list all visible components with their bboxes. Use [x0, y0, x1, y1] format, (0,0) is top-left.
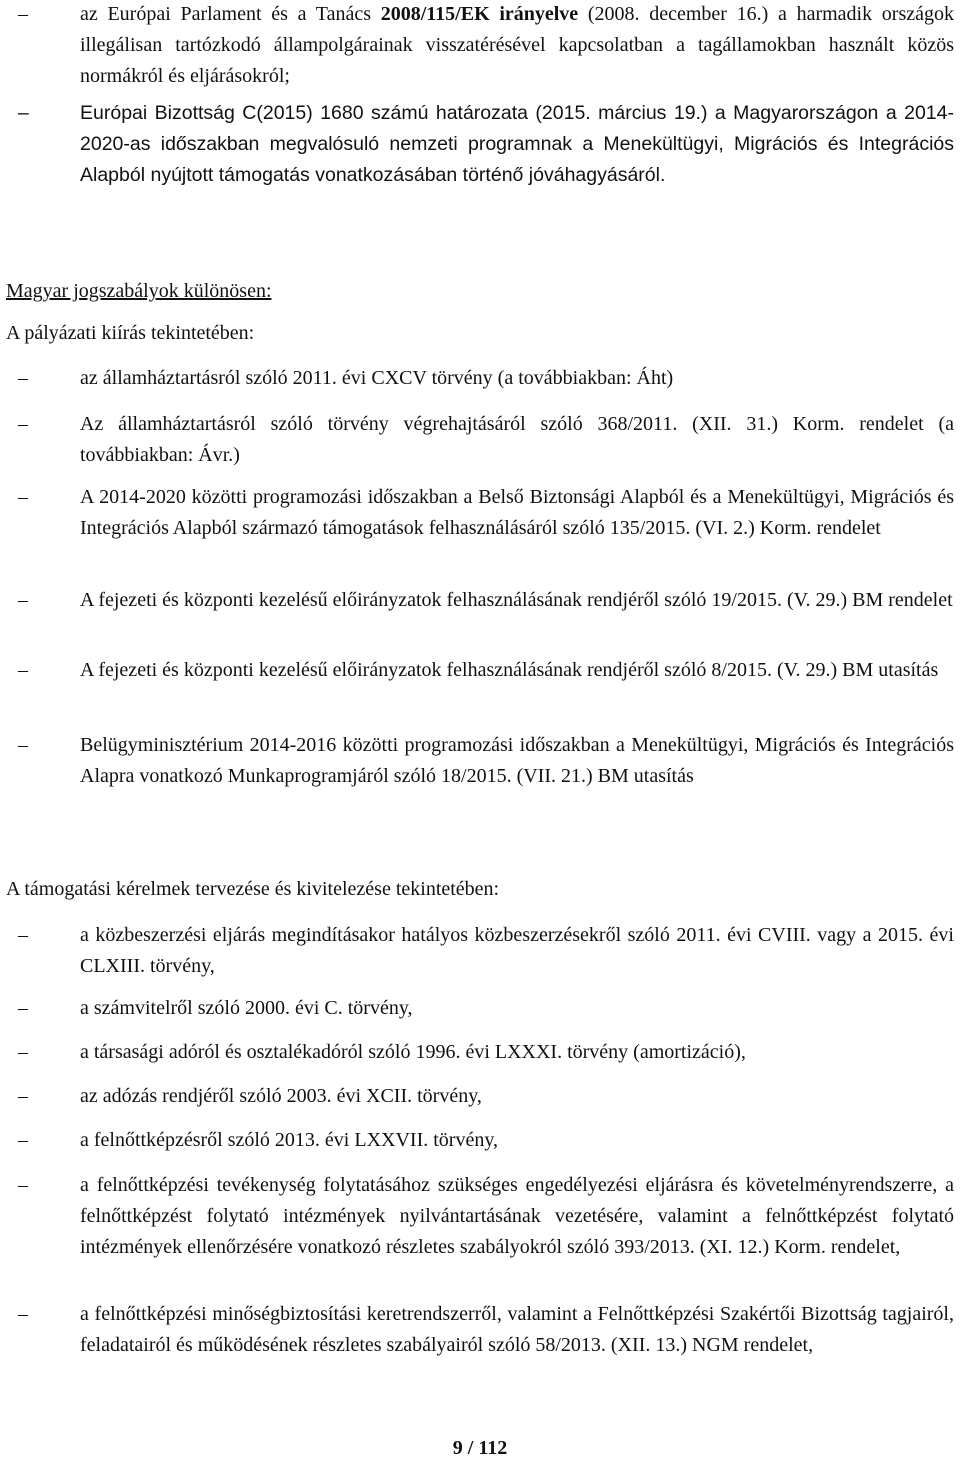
list-item [0, 1081, 960, 1112]
dash-bullet: – [18, 997, 28, 1019]
list-item-text: A fejezeti és központi kezelésű előirányzatok felhasználásának rendjéről szóló 8/2015. (V. 29.) BM utasítás [80, 659, 939, 681]
list-item [0, 730, 960, 792]
list-item [0, 1037, 960, 1068]
list-item [0, 0, 960, 92]
list-item [0, 920, 960, 982]
list-item [0, 482, 960, 544]
page-number: 9 / 112 [452, 1437, 508, 1459]
list-item-text [80, 0, 954, 92]
directive-pre: az Európai Parlament és a Tanács [80, 3, 381, 25]
list-item-text: Az államháztartásról szóló törvény végrehajtásáról szóló 368/2011. (XII. 31.) Korm. rendelet (a továbbiakban: Ávr.) [80, 413, 954, 466]
list-item [0, 1170, 960, 1263]
list-item-text: Európai Bizottság C(2015) 1680 számú határozata (2015. március 19.) a Magyarországon a 2014-2020-as időszakban megvalósuló nemzeti programnak a Menekültügyi, Migrációs és Integrációs Alapból nyújtott támogatás vonatkozásában történő jóváhagyásáról. [80, 102, 954, 186]
dash-bullet: – [18, 659, 28, 681]
dash-bullet: – [18, 367, 28, 389]
subsection-heading: A támogatási kérelmek tervezése és kivitelezése tekintetében: [6, 878, 500, 900]
dash-bullet: – [18, 486, 28, 508]
subsection-heading: A pályázati kiírás tekintetében: [6, 322, 255, 344]
dash-bullet: – [18, 589, 28, 611]
list-item-text: A fejezeti és központi kezelésű előirányzatok felhasználásának rendjéről szóló 19/2015. (V. 29.) BM rendelet [80, 589, 953, 611]
dash-bullet: – [18, 924, 28, 946]
list-item-text: A 2014-2020 közötti programozási időszakban a Belső Biztonsági Alapból és a Menekültügyi, Migrációs és Integrációs Alapból származó támogatások felhasználásáról szóló 135/2015. (VI. 2.) Korm. rendelet [80, 486, 954, 539]
dash-bullet: – [18, 1129, 28, 1151]
directive-post: (2008. december 16.) a harmadik országok illegálisan tartózkodó állampolgárainak visszatérésével kapcsolatban a tagállamokban használt közös normákról és eljárásokról; [80, 3, 954, 87]
dash-bullet: – [18, 734, 28, 756]
list-item [0, 409, 960, 471]
list-item [0, 1299, 960, 1361]
list-item-text: a felnőttképzésről szóló 2013. évi LXXVII. törvény, [80, 1129, 499, 1151]
dash-bullet: – [18, 1303, 28, 1325]
dash-bullet: – [18, 413, 28, 435]
list-item [0, 655, 960, 686]
list-item-text: a közbeszerzési eljárás megindításakor hatályos közbeszerzésekről szóló 2011. évi CVIII. vagy a 2015. évi CLXIII. törvény, [80, 924, 954, 977]
list-item-text: az államháztartásról szóló 2011. évi CXCV törvény (a továbbiakban: Áht) [80, 367, 674, 389]
list-item [0, 1125, 960, 1156]
list-item-text: a felnőttképzési minőségbiztosítási keretrendszerről, valamint a Felnőttképzési Szakértői Bizottság tagjairól, feladatairól és működésének részletes szabályairól szóló 58/2013. (XII. 13.) NGM rendelet, [80, 1303, 954, 1356]
dash-bullet: – [18, 1085, 28, 1107]
dash-bullet: – [18, 3, 28, 25]
list-item [0, 98, 960, 191]
section-heading: Magyar jogszabályok különösen: [6, 280, 272, 302]
dash-bullet: – [18, 1041, 28, 1063]
list-item-text: a társasági adóról és osztalékadóról szóló 1996. évi LXXXI. törvény (amortizáció), [80, 1041, 746, 1063]
list-item [0, 993, 960, 1024]
list-item-text: az adózás rendjéről szóló 2003. évi XCII. törvény, [80, 1085, 482, 1107]
list-item-text: a felnőttképzési tevékenység folytatásához szükséges engedélyezési eljárásra és követelményrendszerre, a felnőttképzést folytató intézmények nyilvántartásának vezetésére, valamint a felnőttképzést folytató intézmények ellenőrzésére vonatkozó részletes szabályokról szóló 393/2013. (XI. 12.) Korm. rendelet, [80, 1174, 954, 1258]
list-item-text: Belügyminisztérium 2014-2016 közötti programozási időszakban a Menekültügyi, Migrációs és Integrációs Alapra vonatkozó Munkaprogramjáról szóló 18/2015. (VII. 21.) BM utasítás [80, 734, 954, 787]
list-item [0, 585, 960, 616]
dash-bullet: – [18, 102, 29, 124]
dash-bullet: – [18, 1174, 28, 1196]
list-item-text: a számvitelről szóló 2000. évi C. törvény, [80, 997, 413, 1019]
directive-id: 2008/115/EK irányelve [380, 3, 579, 25]
list-item [0, 363, 960, 394]
